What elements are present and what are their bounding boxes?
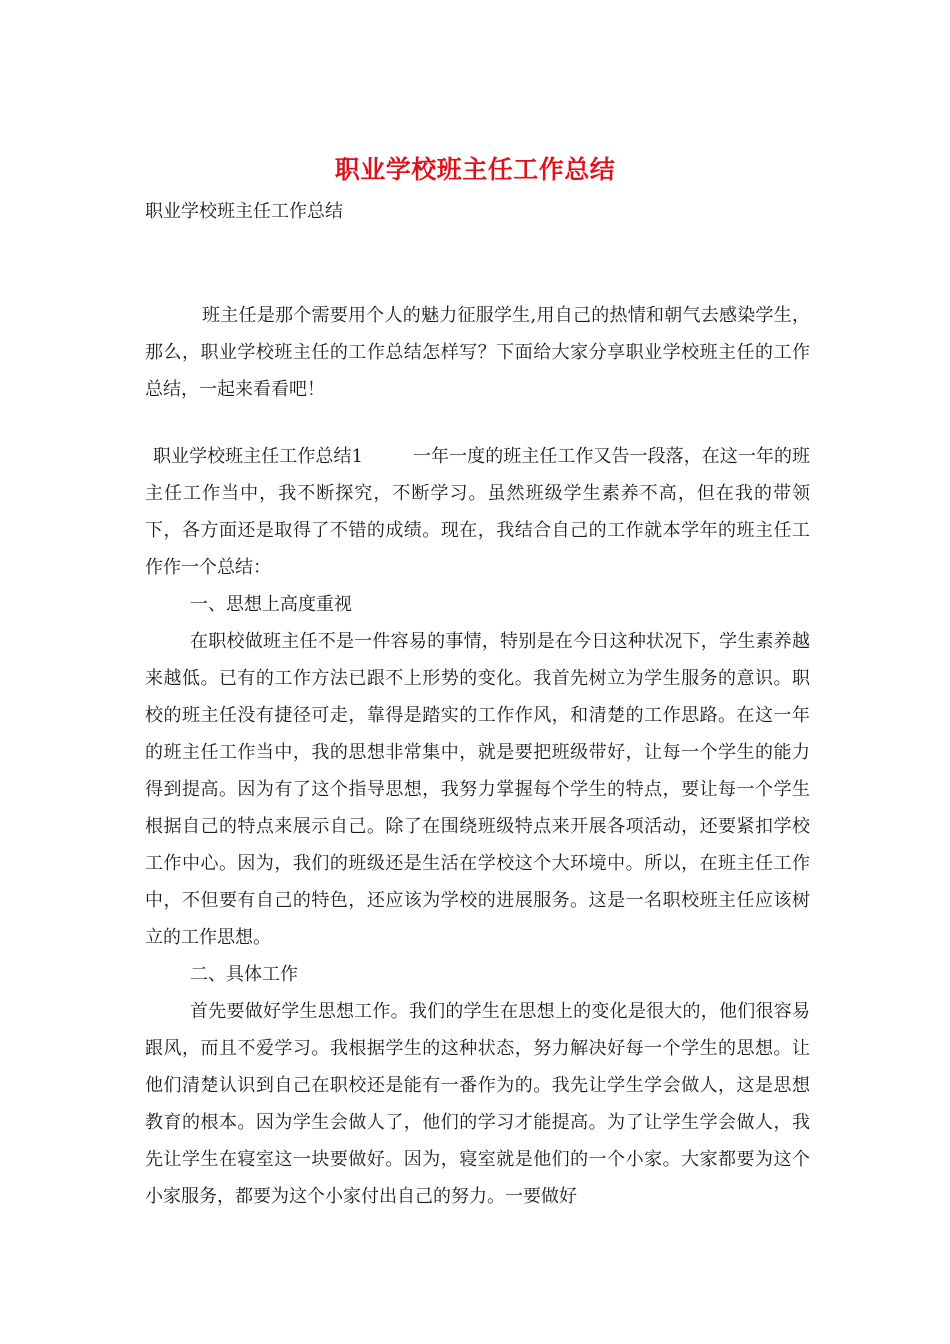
section-intro-text: 一年一度的班主任工作又告一段落，在这一年的班主任工作当中，我不断探究，不断学习。虽然班级学生素养不高，但在我的带领下，各方面还是取得了不错的成绩。现在，我结合自己的工作就本学年的班主任工作作一个总结： [145,446,810,578]
document-title: 职业学校班主任工作总结 [334,155,616,184]
heading-thought: 一、思想上高度重视 [190,594,352,615]
intro-paragraph: 班主任是那个需要用个人的魅力征服学生,用自己的热情和朝气去感染学生，那么，职业学校班主任的工作总结怎样写？下面给大家分享职业学校班主任的工作总结，一起来看看吧！ [145,305,810,400]
paragraph-concrete-work: 首先要做好学生思想工作。我们的学生在思想上的变化是很大的，他们很容易跟风，而且不爱学习。我根据学生的这种状态，努力解决好每一个学生的思想。让他们清楚认识到自己在职校还是能有一番作为的。我先让学生学会做人，这是思想教育的根本。因为学生会做人了，他们的学习才能提高。为了让学生学会做人，我先让学生在寝室这一块要做好。因为，寝室就是他们的一个小家。大家都要为这个小家服务，都要为这个小家付出自己的努力。一要做好 [145,1001,810,1207]
section-paragraph [145,438,810,586]
document-subtitle: 职业学校班主任工作总结 [145,201,343,222]
section-label: 职业学校班主任工作总结1 [153,446,363,467]
heading-concrete-work: 二、具体工作 [190,964,298,985]
paragraph-thought: 在职校做班主任不是一件容易的事情，特别是在今日这种状况下，学生素养越来越低。已有的工作方法已跟不上形势的变化。我首先树立为学生服务的意识。职校的班主任没有捷径可走，靠得是踏实的工作作风，和清楚的工作思路。在这一年的班主任工作当中，我的思想非常集中，就是要把班级带好，让每一个学生的能力得到提高。因为有了这个指导思想，我努力掌握每个学生的特点，要让每一个学生根据自己的特点来展示自己。除了在围绕班级特点来开展各项活动，还要紧扣学校工作中心。因为，我们的班级还是生活在学校这个大环境中。所以，在班主任工作中，不但要有自己的特色，还应该为学校的进展服务。这是一名职校班主任应该树立的工作思想。 [145,631,810,948]
